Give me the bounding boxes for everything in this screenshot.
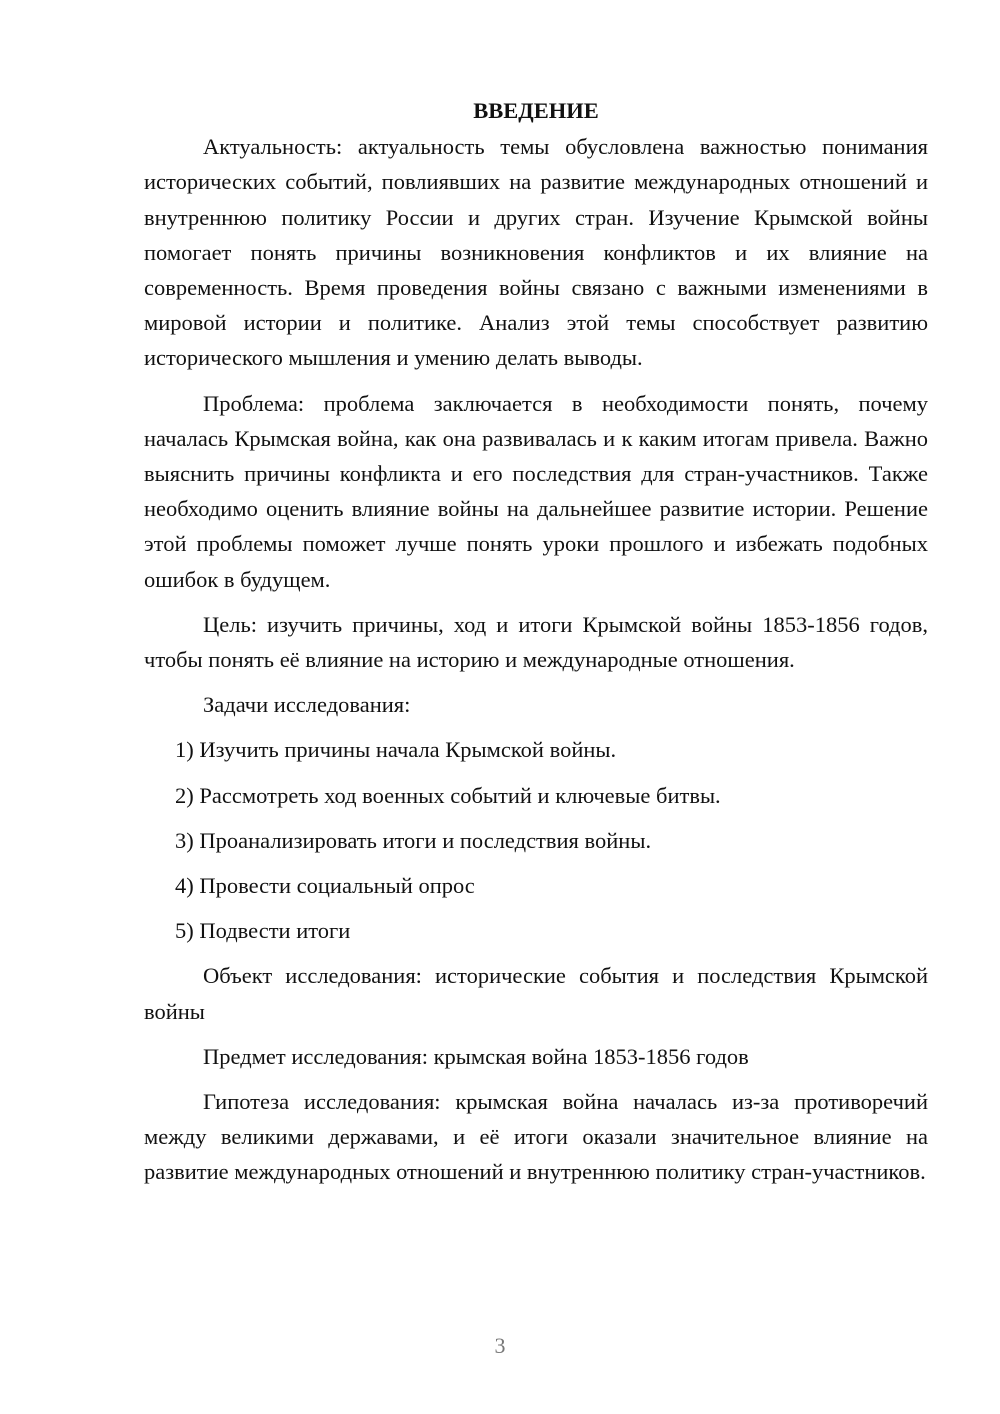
task-item: 2) Рассмотреть ход военных событий и ключевые битвы. [175,782,721,808]
goal-paragraph: Цель: изучить причины, ход и итоги Крымской войны 1853-1856 годов, чтобы понять её влияние на историю и международные отношения. [144,611,928,673]
problem-paragraph: Проблема: проблема заключается в необходимости понять, почему началась Крымская война, как она развивалась и к каким итогам привела. Важно выяснить причины конфликта и его последствия для стран-участников. Также необходимо оценить влияние войны на дальнейшее развитие истории. Решение этой проблемы поможет лучше понять уроки прошлого и избежать подобных ошибок в будущем. [144,390,928,592]
hypothesis-paragraph: Гипотеза исследования: крымская война началась из-за противоречий между великими державами, и её итоги оказали значительное влияние на развитие международных отношений и внутреннюю политику стран-участников. [144,1089,928,1185]
task-item: 1) Изучить причины начала Крымской войны. [175,737,617,763]
task-item: 4) Провести социальный опрос [175,873,475,899]
object-paragraph: Объект исследования: исторические события и последствия Крымской войны [144,963,928,1024]
task-item: 5) Подвести итоги [175,918,351,944]
task-item: 3) Проанализировать итоги и последствия войны. [175,827,652,853]
subject-paragraph: Предмет исследования: крымская война 1853-1856 годов [203,1043,749,1069]
page-number: 3 [494,1333,506,1358]
document-body [144,93,928,1200]
section-title: ВВЕДЕНИЕ [473,98,599,123]
tasks-heading: Задачи исследования: [203,692,411,718]
relevance-paragraph: Актуальность: актуальность темы обусловлена важностью понимания исторических событий, повлиявших на развитие международных отношений и внутреннюю политику России и других стран. Изучение Крымской войны помогает понять причины возникновения конфликтов и их влияние на современность. Время проведения войны связано с важными изменениями в мировой истории и политике. Анализ этой темы способствует развитию исторического мышления и умению делать выводы. [144,134,928,371]
